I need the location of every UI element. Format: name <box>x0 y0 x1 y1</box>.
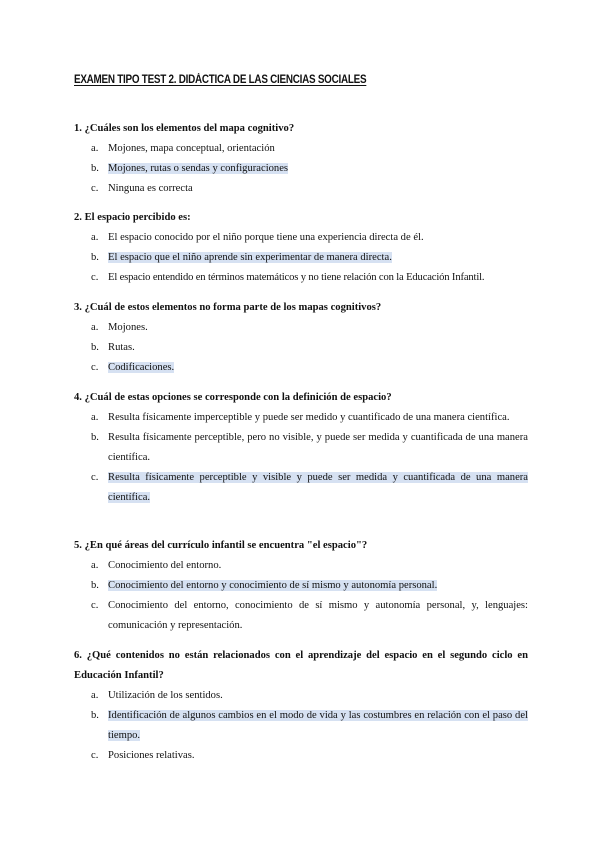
option-text: Ninguna es correcta <box>108 183 193 194</box>
exam-title: EXAMEN TIPO TEST 2. DIDÁCTICA DE LAS CIENCIAS SOCIALES <box>74 74 367 86</box>
option-text: Conocimiento del entorno y conocimiento de sí mismo y autonomía personal. <box>108 580 438 591</box>
option-letter: c. <box>91 472 99 483</box>
question-4-title: 4. ¿Cuál de estas opciones se corresponde con la definición de espacio? <box>74 392 392 403</box>
option-1a <box>74 139 528 159</box>
option-letter: a. <box>91 412 99 423</box>
option-text: Resulta físicamente perceptible, pero no visible, y puede ser medida y cuantificada de una manera científica. <box>108 432 528 463</box>
question-6 <box>74 646 528 766</box>
option-4a <box>74 408 528 428</box>
option-text: Mojones. <box>108 322 148 333</box>
option-3a <box>74 318 528 338</box>
option-text: Mojones, rutas o sendas y configuraciones <box>108 163 289 174</box>
option-text: El espacio entendido en términos matemáticos y no tiene relación con la Educación Infantil. <box>108 272 485 283</box>
option-text: El espacio conocido por el niño porque tiene una experiencia directa de él. <box>108 232 424 243</box>
option-letter: b. <box>91 580 99 591</box>
option-5c <box>74 596 528 636</box>
option-text: Resulta físicamente perceptible y visible y puede ser medida y cuantificada de una manera científica. <box>108 472 528 503</box>
option-5b <box>74 576 528 596</box>
question-5 <box>74 536 528 636</box>
option-letter: b. <box>91 252 99 263</box>
option-text: Mojones, mapa conceptual, orientación <box>108 143 275 154</box>
option-2b <box>74 248 528 268</box>
option-letter: c. <box>91 750 99 761</box>
option-letter: c. <box>91 183 99 194</box>
option-letter: a. <box>91 232 99 243</box>
question-1 <box>74 119 528 199</box>
option-3c <box>74 358 528 378</box>
option-6c <box>74 746 528 766</box>
option-text: El espacio que el niño aprende sin experimentar de manera directa. <box>108 252 392 263</box>
option-letter: b. <box>91 432 99 443</box>
option-letter: a. <box>91 143 99 154</box>
option-text: Rutas. <box>108 342 135 353</box>
question-5-title: 5. ¿En qué áreas del currículo infantil se encuentra "el espacio"? <box>74 540 368 551</box>
option-letter: a. <box>91 560 99 571</box>
option-2a <box>74 228 528 248</box>
option-text: Codificaciones. <box>108 362 175 373</box>
option-letter: c. <box>91 362 99 373</box>
option-6a <box>74 686 528 706</box>
option-2c <box>74 268 528 288</box>
question-3-title: 3. ¿Cuál de estos elementos no forma parte de los mapas cognitivos? <box>74 302 382 313</box>
option-3b <box>74 338 528 358</box>
question-6-title: 6. ¿Qué contenidos no están relacionados con el aprendizaje del espacio en el segundo ciclo en Educación Infantil? <box>74 650 528 681</box>
option-letter: a. <box>91 690 99 701</box>
option-1c <box>74 179 528 199</box>
option-letter: b. <box>91 163 99 174</box>
question-2-title: 2. El espacio percibido es: <box>74 212 191 223</box>
question-1-title: 1. ¿Cuáles son los elementos del mapa cognitivo? <box>74 123 295 134</box>
option-letter: a. <box>91 322 99 333</box>
option-text: Conocimiento del entorno, conocimiento de sí mismo y autonomía personal, y, lenguajes: comunicación y representación. <box>108 600 528 631</box>
option-letter: c. <box>91 600 99 611</box>
option-letter: b. <box>91 710 99 721</box>
option-4b <box>74 428 528 468</box>
option-text: Conocimiento del entorno. <box>108 560 222 571</box>
option-text: Identificación de algunos cambios en el modo de vida y las costumbres en relación con el paso del tiempo. <box>108 710 528 741</box>
option-5a <box>74 556 528 576</box>
option-letter: c. <box>91 272 99 283</box>
question-2 <box>74 208 528 288</box>
option-1b <box>74 159 528 179</box>
option-text: Utilización de los sentidos. <box>108 690 223 701</box>
question-4 <box>74 388 528 508</box>
option-letter: b. <box>91 342 99 353</box>
option-text: Resulta físicamente imperceptible y puede ser medido y cuantificado de una manera científica. <box>108 412 510 423</box>
option-6b <box>74 706 528 746</box>
option-4c <box>74 468 528 508</box>
question-3 <box>74 298 528 378</box>
option-text: Posiciones relativas. <box>108 750 195 761</box>
